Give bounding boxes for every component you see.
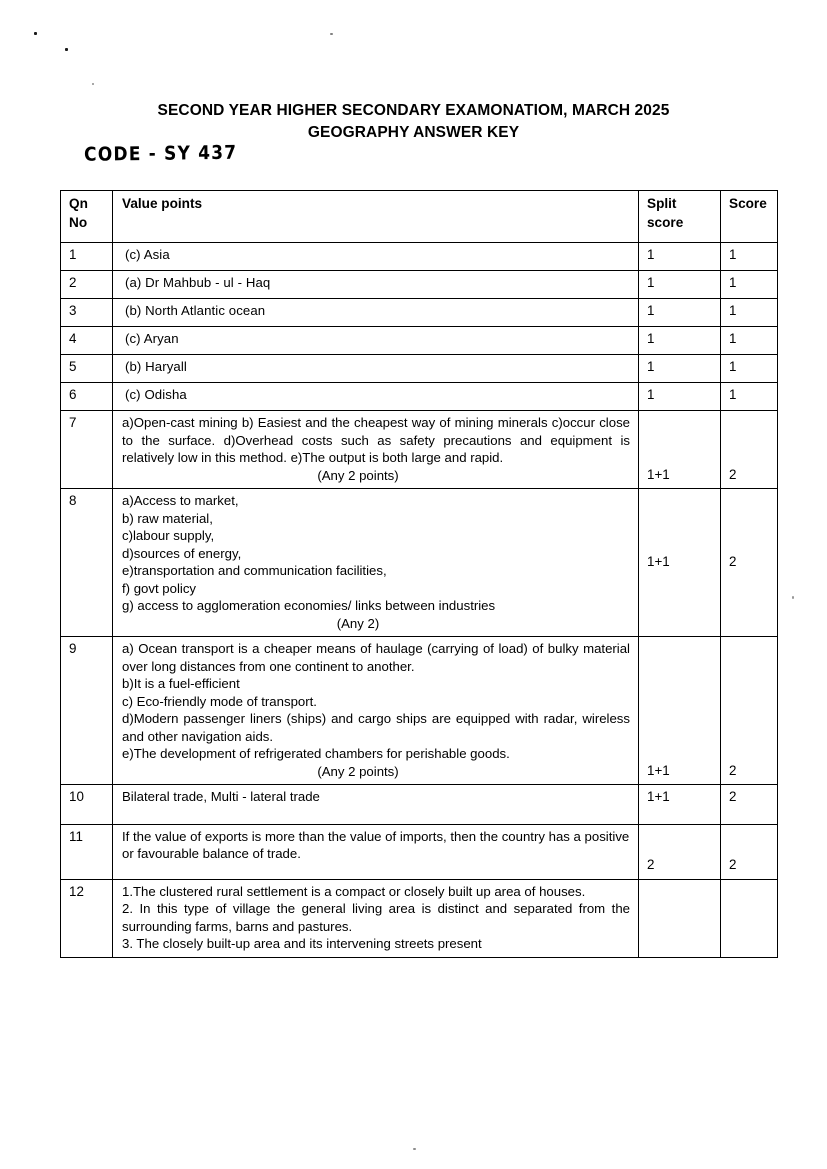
cell-qn-no: 2: [61, 271, 113, 299]
answer-note: (Any 2 points): [317, 763, 399, 779]
answer-line: f) govt policy: [122, 580, 197, 596]
table-row: [61, 299, 778, 327]
answer-lines-2: [122, 935, 630, 953]
answer-body: 1.The clustered rural settlement is a compact or closely built up area of houses.: [122, 883, 586, 899]
cell-split-score: 1+1: [639, 785, 721, 825]
answer-body-2: 2. In this type of village the general living area is distinct and separated from the surrounding farms, barns and pastures.: [122, 901, 630, 934]
answer-line: e)transportation and communication facilities,: [122, 563, 387, 578]
column-header-qn-no-line2: No: [69, 215, 88, 230]
cell-qn-no: 6: [61, 383, 113, 411]
table-row: [61, 411, 778, 489]
table-row: [61, 243, 778, 271]
table-row: [61, 879, 778, 957]
cell-score: 1: [721, 355, 778, 383]
answer-line: d)sources of energy,: [122, 545, 242, 561]
answer-lines-2: [122, 745, 630, 763]
cell-qn-no: 4: [61, 327, 113, 355]
cell-score: 1: [721, 271, 778, 299]
exam-title-line-2: GEOGRAPHY ANSWER KEY: [307, 124, 520, 141]
scan-speckle: [65, 48, 68, 51]
cell-qn-no: 5: [61, 355, 113, 383]
exam-title-line-1: SECOND YEAR HIGHER SECONDARY EXAMONATIOM, MARCH 2025: [157, 102, 670, 119]
table-row: [61, 327, 778, 355]
table-row: [61, 824, 778, 879]
table-row: [61, 785, 778, 825]
cell-score: 1: [721, 383, 778, 411]
cell-value-points: [113, 637, 639, 785]
cell-value-points: [113, 489, 639, 637]
table-row: [61, 271, 778, 299]
cell-split-score: 1+1: [639, 411, 721, 489]
cell-score: 1: [721, 327, 778, 355]
cell-split-score: 1+1: [639, 489, 721, 637]
cell-split-score: 1+1: [639, 637, 721, 785]
cell-split-score: 1: [639, 355, 721, 383]
answer-lines: [122, 492, 630, 615]
handwritten-code-annotation: CODE - SY 437: [84, 141, 238, 167]
answer-note: (Any 2): [336, 615, 380, 631]
cell-score: 1: [721, 299, 778, 327]
cell-score: 2: [721, 785, 778, 825]
cell-value-points: [113, 824, 639, 879]
cell-value-points: (c) Odisha: [113, 383, 639, 411]
answer-line: e)The development of refrigerated chambers for perishable goods.: [122, 746, 510, 761]
answer-line: b) raw material,: [122, 510, 213, 526]
answer-key-table: [60, 190, 778, 958]
cell-value-points: (c) Asia: [113, 243, 639, 271]
answer-line: b)It is a fuel-efficient: [122, 676, 240, 691]
cell-value-points: (a) Dr Mahbub - ul - Haq: [113, 271, 639, 299]
table-row: [61, 383, 778, 411]
cell-split-score: 1: [639, 299, 721, 327]
scan-speckle: [413, 1148, 416, 1150]
answer-line: g) access to agglomeration economies/ links between industries: [122, 598, 496, 613]
cell-qn-no: 8: [61, 489, 113, 637]
answer-line: c)labour supply,: [122, 528, 215, 543]
column-header-qn-no-line1: Qn: [69, 196, 88, 211]
cell-qn-no: 9: [61, 637, 113, 785]
cell-value-points: (b) North Atlantic ocean: [113, 299, 639, 327]
scan-speckle: [92, 83, 94, 85]
column-header-value-points: Value points: [113, 191, 639, 243]
scan-speckle: [34, 32, 37, 35]
cell-score: 1: [721, 243, 778, 271]
table-row: [61, 489, 778, 637]
cell-score: [721, 879, 778, 957]
cell-value-points: [113, 879, 639, 957]
column-header-qn-no: [61, 191, 113, 243]
scan-speckle: [792, 596, 794, 599]
cell-score: 2: [721, 637, 778, 785]
column-header-split-score-line2: score: [647, 215, 684, 230]
cell-score: 2: [721, 824, 778, 879]
answer-line: 3. The closely built-up area and its intervening streets present: [122, 936, 482, 951]
answer-note: (Any 2 points): [317, 467, 399, 483]
cell-split-score: [639, 879, 721, 957]
document-heading: [0, 100, 827, 144]
cell-qn-no: 7: [61, 411, 113, 489]
column-header-split-score-line1: Split: [647, 196, 677, 211]
cell-qn-no: 3: [61, 299, 113, 327]
cell-split-score: 1: [639, 383, 721, 411]
cell-split-score: 1: [639, 243, 721, 271]
cell-qn-no: 1: [61, 243, 113, 271]
answer-lines: [122, 675, 630, 710]
cell-split-score: 1: [639, 327, 721, 355]
cell-value-points: (c) Aryan: [113, 327, 639, 355]
cell-score: 2: [721, 489, 778, 637]
cell-split-score: 1: [639, 271, 721, 299]
cell-qn-no: 11: [61, 824, 113, 879]
cell-qn-no: 12: [61, 879, 113, 957]
answer-line: a)Access to market,: [122, 493, 239, 508]
cell-value-points: (b) Haryall: [113, 355, 639, 383]
cell-value-points: Bilateral trade, Multi - lateral trade: [113, 785, 639, 825]
table-row: [61, 637, 778, 785]
table-row: [61, 355, 778, 383]
cell-score: 2: [721, 411, 778, 489]
table-header-row: [61, 191, 778, 243]
answer-body: If the value of exports is more than the value of imports, then the country has a positive or favourable balance of trade.: [122, 828, 630, 861]
scan-speckle: [330, 33, 333, 35]
answer-line: c) Eco-friendly mode of transport.: [122, 693, 317, 709]
answer-body-2: d)Modern passenger liners (ships) and cargo ships are equipped with radar, wireless and other navigation aids.: [122, 711, 630, 744]
column-header-split-score: [639, 191, 721, 243]
answer-body: a) Ocean transport is a cheaper means of haulage (carrying of load) of bulky material over long distances from one continent to another.: [122, 641, 630, 674]
column-header-score: Score: [721, 191, 778, 243]
cell-value-points: [113, 411, 639, 489]
cell-qn-no: 10: [61, 785, 113, 825]
answer-body: a)Open-cast mining b) Easiest and the cheapest way of mining minerals c)occur close to the surface. d)Overhead costs such as safety precautions and equipment is relatively low in this method. e)The output is both large and rapid.: [122, 415, 630, 465]
cell-split-score: 2: [639, 824, 721, 879]
